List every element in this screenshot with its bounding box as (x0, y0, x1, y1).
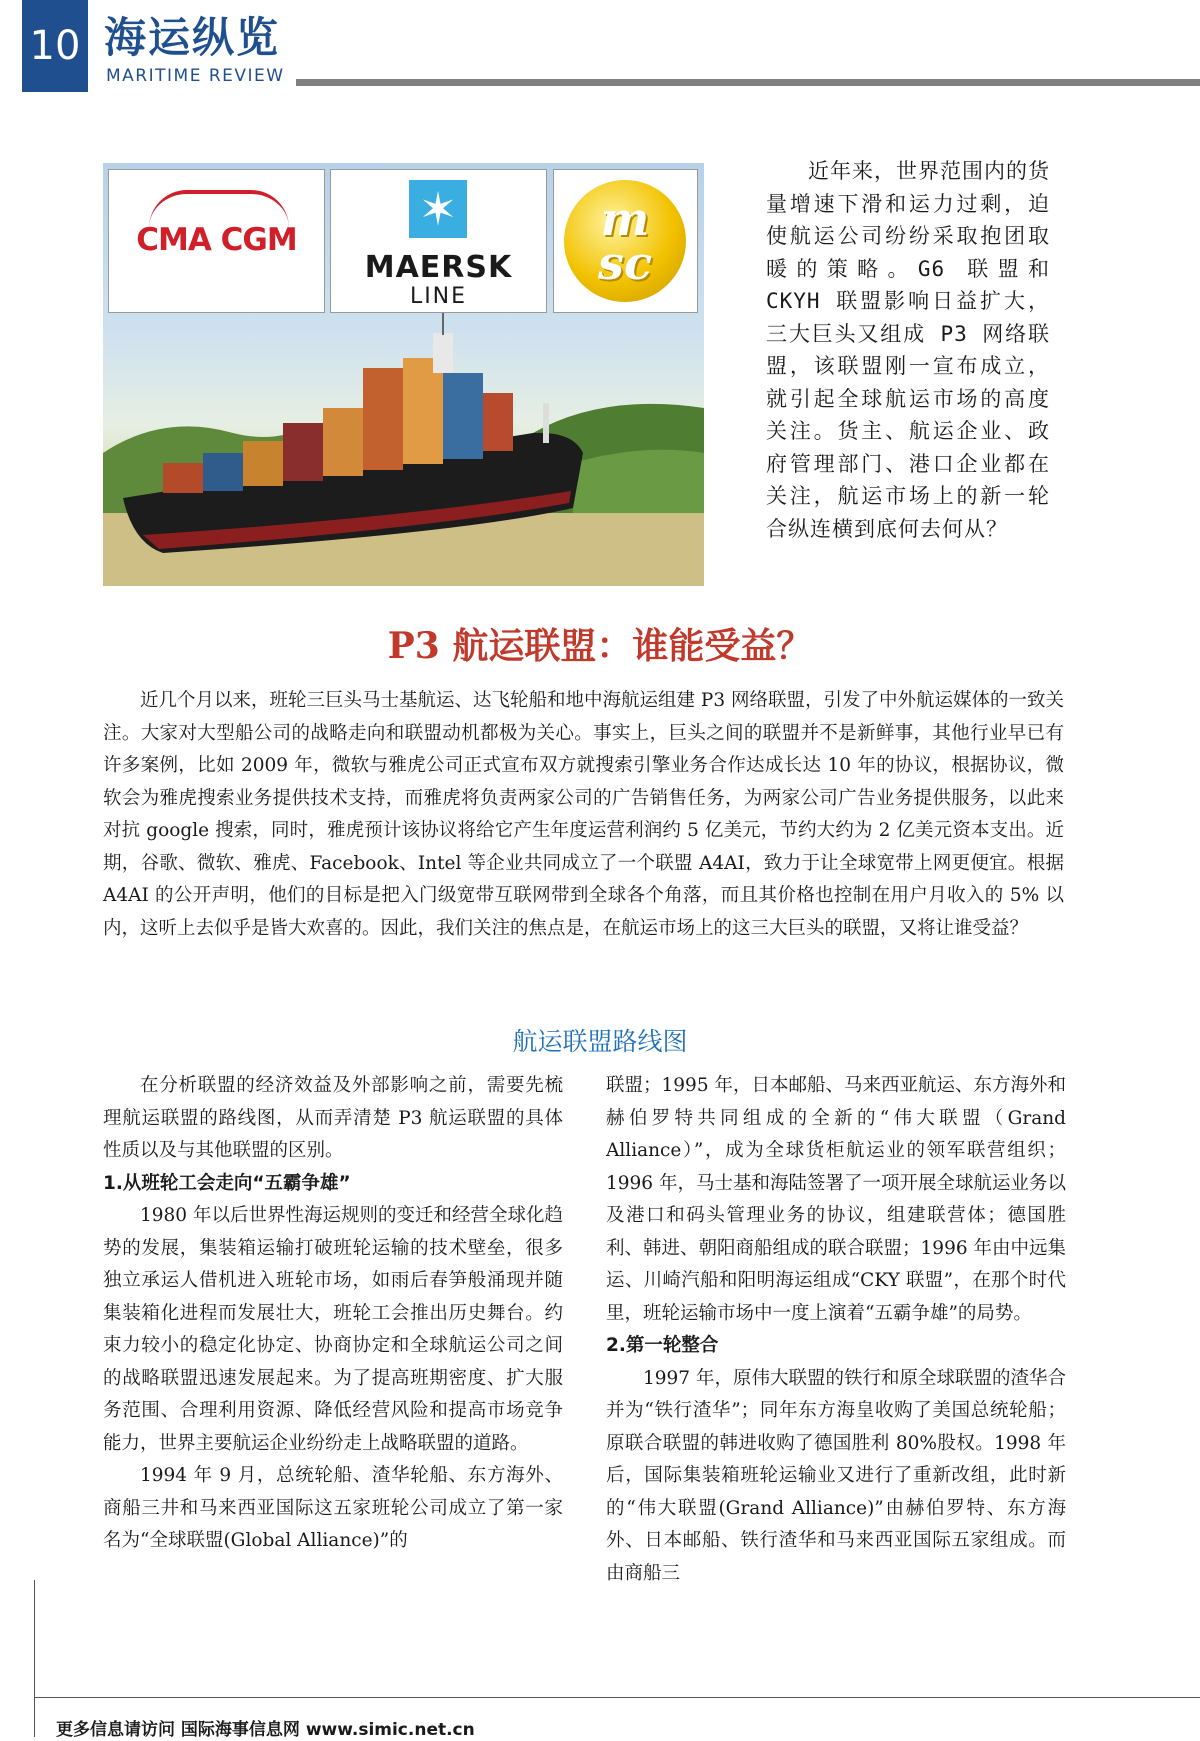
footer-rule (34, 1697, 1200, 1698)
container-ship-illustration (103, 313, 704, 586)
magazine-title: 海运纵览 (104, 13, 281, 62)
maersk-star-icon: ✶ (409, 180, 467, 238)
msc-mark-icon (564, 180, 686, 302)
right-column (606, 1070, 1066, 1590)
msc-logo-top: m (600, 192, 650, 246)
intro-paragraph: 近年来，世界范围内的货量增速下滑和运力过剩，迫使航运公司纷纷采取抱团取暖的策略。G6 联盟和 CKYH 联盟影响日益扩大，三大巨头又组成 P3 网络联盟，该联盟刚一宣布成立，就引起全球航运市场的高度关注。货主、航运企业、政府管理部门、港口企业都在关注，航运市场上的新一轮合纵连横到底何去何从？ (766, 159, 1050, 541)
article-title: P3 航运联盟：谁能受益？ (387, 625, 813, 667)
header-rule (296, 79, 1200, 86)
cma-logo-text: CMA CGM (136, 222, 297, 258)
subheading-1: 1.从班轮工会走向“五霸争雄” (103, 1172, 351, 1194)
left-paragraph-2: 1980 年以后世界性海运规则的变迁和经营全球化趋势的发展，集装箱运输打破班轮运输的技术壁垒，很多独立承运人借机进入班轮市场，如雨后春笋般涌现并随集装箱化进程而发展壮大，班轮工会推出历史舞台。约束力较小的稳定化协定、协商协定和全球航运公司之间的战略联盟迅速发展起来。为了提高班期密度、扩大服务范围、合理利用资源、降低经营风险和提高市场竞争能力，世界主要航运企业纷纷走上战略联盟的道路。 (103, 1205, 563, 1454)
left-paragraph-3: 1994 年 9 月，总统轮船、渣华轮船、东方海外、商船三井和马来西亚国际这五家班轮公司成立了第一家名为“全球联盟(Global Alliance)”的 (103, 1465, 563, 1551)
cma-cgm-logo-text (109, 222, 324, 258)
maersk-logo-word: MAERSK (364, 250, 513, 285)
footer-left-rule (34, 1580, 35, 1737)
left-paragraph-1: 在分析联盟的经济效益及外部影响之前，需要先梳理航运联盟的路线图，从而弄清楚 P3 航运联盟的具体性质以及与其他联盟的区别。 (103, 1075, 563, 1161)
right-paragraph-1: 联盟；1995 年，日本邮船、马来西亚航运、东方海外和赫伯罗特共同组成的全新的“伟大联盟（Grand Alliance）”，成为全球货柜航运业的领军联营组织；1996 年，马士基和海陆签署了一项开展全球航运业务以及港口和码头管理业务的协议，组建联营体；德国胜利、韩进、朝阳商船组成的联合联盟；1996 年由中远集运、川崎汽船和阳明海运组成“CKY 联盟”，在那个时代里，班轮运输市场中一度上演着“五霸争雄”的局势。 (606, 1075, 1066, 1324)
subheading-2: 2.第一轮整合 (606, 1335, 719, 1356)
msc-logo-bottom: sc (598, 236, 652, 290)
cma-cgm-logo (108, 169, 325, 313)
magazine-subtitle: MARITIME REVIEW (106, 66, 285, 86)
page-number: 10 (22, 0, 88, 92)
maersk-logo-line: LINE (409, 284, 468, 309)
footer-website-note: 更多信息请访问 国际海事信息网 www.simic.net.cn (56, 1720, 475, 1740)
cover-image (103, 163, 704, 586)
msc-logo (553, 169, 698, 313)
left-column (103, 1070, 563, 1558)
maersk-line-logo (330, 169, 547, 313)
section-heading: 航运联盟路线图 (512, 1027, 688, 1056)
lead-paragraph: 近几个月以来，班轮三巨头马士基航运、达飞轮船和地中海航运组建 P3 网络联盟，引发了中外航运媒体的一致关注。大家对大型船公司的战略走向和联盟动机都极为关心。事实上，巨头之间的联盟并不是新鲜事，其他行业早已有许多案例，比如 2009 年，微软与雅虎公司正式宣布双方就搜索引擎业务合作达成长达 10 年的协议，根据协议，微软会为雅虎搜索业务提供技术支持，而雅虎将负责两家公司的广告销售任务，为两家公司广告业务提供服务，以此来对抗 google 搜索，同时，雅虎预计该协议将给它产生年度运营利润约 5 亿美元，节约大约为 2 亿美元资本支出。近期，谷歌、微软、雅虎、Facebook、Intel 等企业共同成立了一个联盟 A4AI，致力于让全球宽带上网更便宜。根据 A4AI 的公开声明，他们的目标是把入门级宽带互联网带到全球各个角落，而且其价格也控制在用户月收入的 5% 以内，这听上去似乎是皆大欢喜的。因此，我们关注的焦点是，在航运市场上的这三大巨头的联盟，又将让谁受益？ (103, 690, 1064, 939)
right-paragraph-2: 1997 年，原伟大联盟的铁行和原全球联盟的渣华合并为“铁行渣华”；同年东方海皇收购了美国总统轮船；原联合联盟的韩进收购了德国胜利 80%股权。1998 年后，国际集装箱班轮运输业又进行了重新改组，此时新的“伟大联盟(Grand Alliance)”由赫伯罗特、东方海外、日本邮船、铁行渣华和马来西亚国际五家组成。而由商船三 (606, 1367, 1066, 1584)
ship-bridge (433, 333, 453, 373)
bow-mast (543, 403, 549, 443)
